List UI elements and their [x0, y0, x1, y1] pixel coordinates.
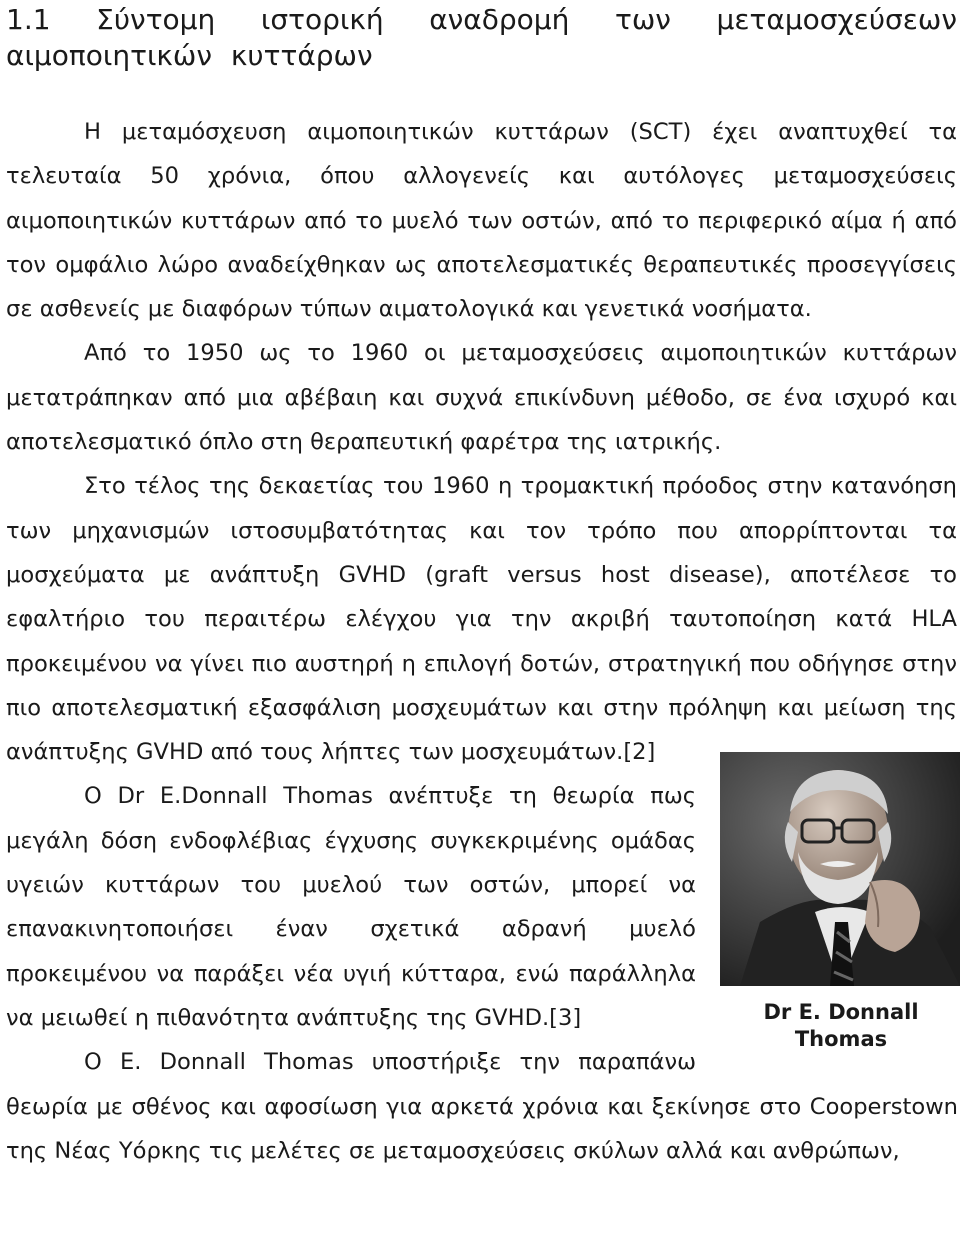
- paragraph-3-text: Στο τέλος της δεκαετίας του 1960 η τρομακτική πρόοδος στην κατανόηση των μηχανισμών ιστοσυμβατότητας και τον τρόπο που απορρίπτονται τα μοσχεύματα με ανάπτυξη GVHD (graft versus host disease), αποτέλεσε το εφαλτήριο του περαιτέρω ελέγχου για την ακριβή ταυτοποίηση κατά HLA προκειμένου να γίνει πιο αυστηρή η επιλογή δοτών, στρατηγική που οδήγησε στην πιο αποτελεσματική εξασφάλιση μοσχευμάτων και στην πρόληψη και μείωση της ανάπτυξης GVHD από τους λήπτες των μοσχευμάτων.[2]: [6, 473, 957, 766]
- paragraph-4: Ο Dr E.Donnall Thomas ανέπτυξε τη θεωρία πως μεγάλη δόση ενδοφλέβιας έγχυσης συγκεκριμένης ομάδας υγειών κυττάρων του μυελού των οστών, μπορεί να επανακινητοποιήσει έναν σχετικά αδρανή μυελό προκειμένου να παράξει νέα υγιή κύτταρα, ενώ παράλληλα να μειωθεί η πιθανότητα ανάπτυξης της GVHD.[3]: [6, 783, 696, 1031]
- portrait-caption: Dr E. Donnall Thomas: [763, 1000, 919, 1051]
- portrait-photo: [720, 752, 960, 986]
- portrait-figure: [716, 752, 960, 1053]
- paragraph-5: Ο E. Donnall Thomas υποστήριξε την παραπάνω θεωρία με σθένος και αφοσίωση για αρκετά χρόνια και ξεκίνησε στο Cooperstown της Νέας Υόρκης τις μελέτες σε μεταμοσχεύσεις σκύλων αλλά και ανθρώπων,: [6, 1049, 958, 1164]
- portrait-illustration: [720, 752, 960, 986]
- paragraph-3: [6, 464, 958, 774]
- figure-wrap-top: [957, 0, 958, 742]
- paragraph-2: Από το 1950 ως το 1960 οι μεταμοσχεύσεις αιμοποιητικών κυττάρων μετατράπηκαν από μια αβέβαιη και συχνά επικίνδυνη μέθοδο, σε ένα ισχυρό και αποτελεσματικό όπλο στη θεραπευτική φαρέτρα της ιατρικής.: [6, 340, 957, 456]
- paragraph-3-wrapper: [6, 464, 958, 774]
- section-heading: 1.1 Σύντομη ιστορική αναδρομή των μεταμοσχεύσεων αιμοποιητικών κυττάρων: [6, 3, 957, 72]
- paragraph-1: Η μεταμόσχευση αιμοποιητικών κυττάρων (SCT) έχει αναπτυχθεί τα τελευταία 50 χρόνια, όπου αλλογενείς και αυτόλογες μεταμοσχεύσεις αιμοποιητικών κυττάρων από το μυελό των οστών, από το περιφερικό αίμα ή από τον ομφάλιο λώρο αναδείχθηκαν ως αποτελεσματικές θεραπευτικές προσεγγίσεις σε ασθενείς με διαφόρων τύπων αιματολογικά και γενετικά νοσήματα.: [6, 119, 957, 323]
